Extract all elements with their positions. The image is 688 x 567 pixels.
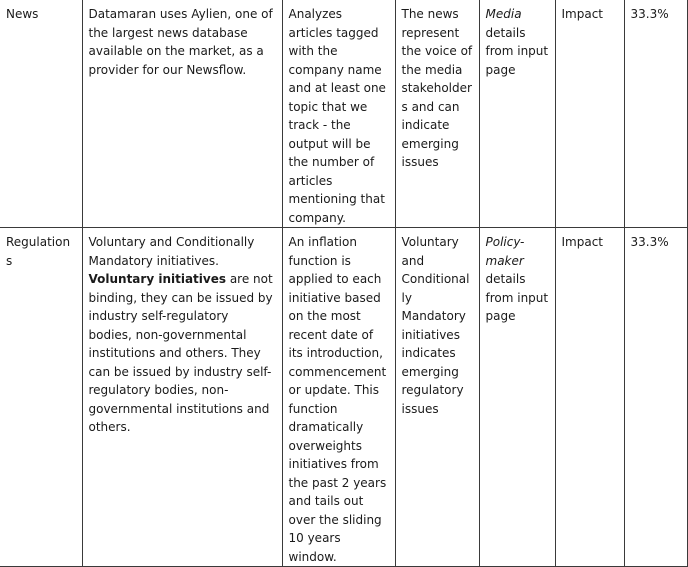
description-cell: Datamaran uses Aylien, one of the largest news database available on the market, as a provider for our Newsflow. — [82, 0, 282, 228]
description-bold-text: Voluntary initiatives — [88, 272, 226, 286]
description-cell — [82, 228, 282, 567]
details-italic-text: Policy-maker — [485, 235, 525, 268]
table-row-regulations — [0, 228, 687, 567]
description-text-continued: are not binding, they can be issued by industry self-regulatory bodies, non-governmental institutions and others. They can be issued by industry self-regulatory bodies, non-governmental institutions and others. — [88, 272, 273, 434]
dimension-cell: Impact — [555, 0, 624, 228]
details-text: details from input page — [485, 25, 549, 77]
rationale-cell: The news represent the voice of the media stakeholders and can indicate emerging issues — [395, 0, 479, 228]
details-cell — [479, 228, 555, 567]
details-cell — [479, 0, 555, 228]
dimension-cell: Impact — [555, 228, 624, 567]
table-row-news — [0, 0, 687, 228]
method-cell: An inflation function is applied to each initiative based on the most recent date of its introduction, commencement or update. This function dramatically overweights initiatives from the past 2 years and tails out over the sliding 10 years window. — [282, 228, 395, 567]
source-cell: News — [0, 0, 82, 228]
description-text: Voluntary and Conditionally Mandatory initiatives. — [88, 235, 255, 268]
method-cell: Analyzes articles tagged with the company name and at least one topic that we track - the output will be the number of articles mentioning that company. — [282, 0, 395, 228]
weight-cell: 33.3% — [624, 228, 687, 567]
rationale-cell: Voluntary and Conditionally Mandatory initiatives indicates emerging regulatory issues — [395, 228, 479, 567]
source-cell: Regulations — [0, 228, 82, 567]
weight-cell: 33.3% — [624, 0, 687, 228]
details-text: details from input page — [485, 272, 549, 323]
details-italic-text: Media — [485, 7, 522, 21]
